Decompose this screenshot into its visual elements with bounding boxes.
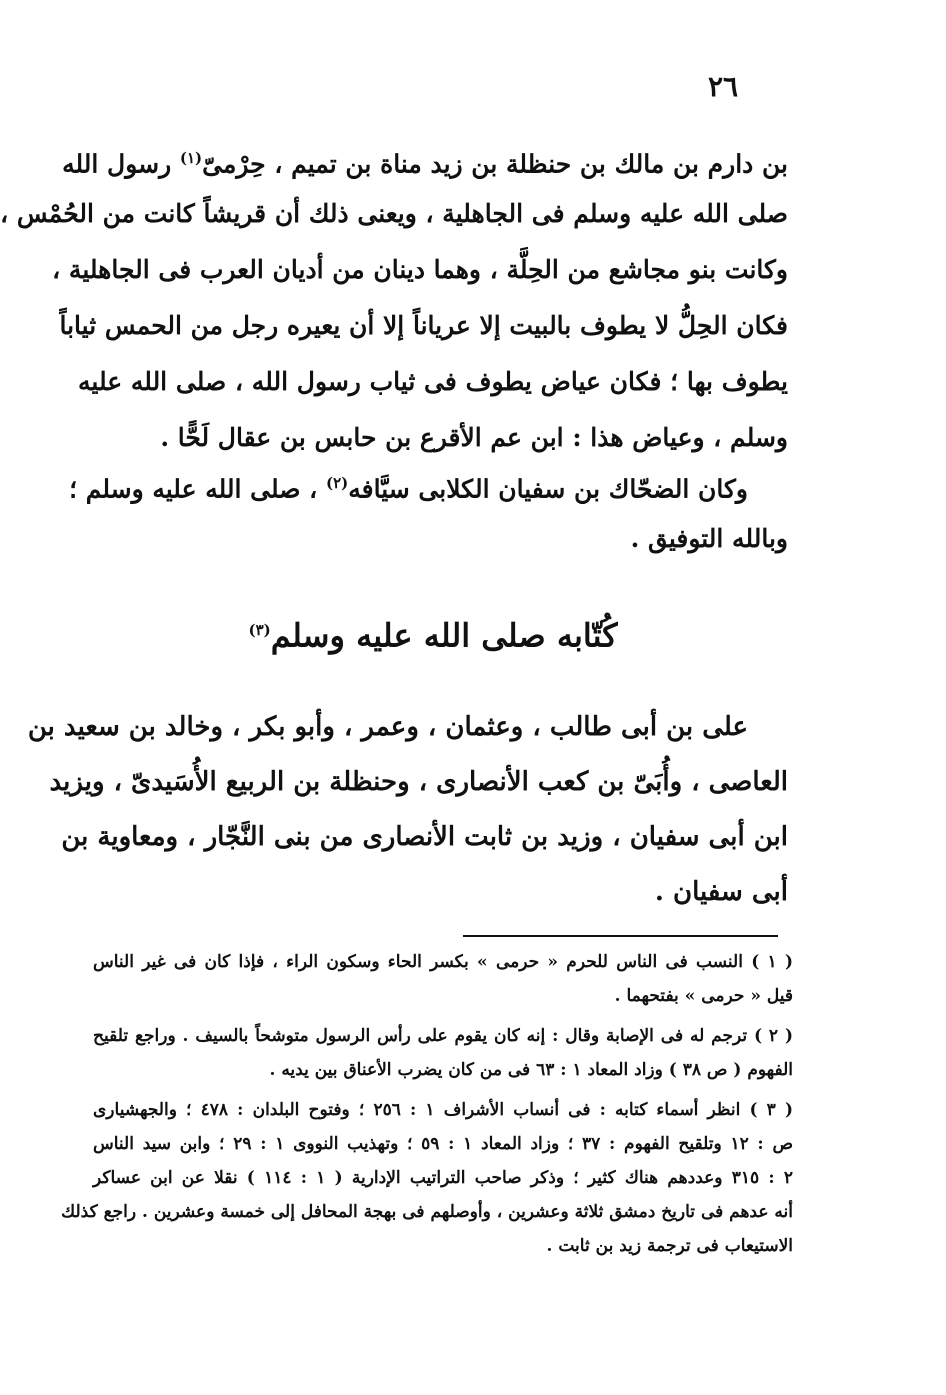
line-text: وكان الضحّاك بن سفيان الكلابى سيَّافه [348,474,748,504]
paragraph-scribes [27,700,788,920]
footnote-ref-1: (١) [179,149,203,167]
footnote-3 [61,1093,793,1263]
footnote-line: قيل « حرمى » بفتحهما . [614,986,793,1006]
line-text-tail: ، صلى الله عليه وسلم ؛ [69,474,318,504]
section-heading [78,600,788,666]
line-text-tail: رسول الله [62,149,172,179]
paragraph-line: وسلم ، وعياض هذا : ابن عم الأقرع بن حابس بن عقال لَحًّا . [160,423,788,452]
paragraph-line [62,130,788,186]
paragraph-continuation [0,130,788,466]
paragraph-line [69,455,788,511]
footnotes [61,945,794,1269]
paragraph-line: العاصى ، وأُبَىّ بن كعب الأنصارى ، وحنظلة بن الربيع الأُسَيدىّ ، ويزيد [49,767,788,797]
footnote-line: ( ١ ) النسب فى الناس للحرم « حرمى » بكسر الحاء وسكون الراء ، فإذا كان فى غير الناس [93,952,794,972]
footnote-line: ( ٢ ) ترجم له فى الإصابة وقال : إنه كان يقوم على رأس الرسول متوشحاً بالسيف . وراجع تلقيح [93,1026,793,1046]
footnote-line: ٢ : ٣١٥ وعددهم هناك كثير ؛ وذكر صاحب التراتيب الإدارية ( ١ : ١١٤ ) نقلا عن ابن عساكر [93,1168,793,1188]
footnote-line: ص : ١٢ وتلقيح الفهوم : ٣٧ ؛ وزاد المعاد ١ : ٥٩ ؛ وتهذيب النووى ١ : ٢٩ ؛ وابن سيد الناس [93,1134,793,1154]
page-number: ٢٦ [708,70,739,103]
footnote-ref-2: (٢) [325,474,349,492]
paragraph-line: أبى سفيان . [654,877,788,907]
footnote-1 [93,945,793,1013]
footnote-line: الفهوم ( ص ٣٨ ) وزاد المعاد ١ : ٦٣ فى من كان يضرب الأعناق بين يديه . [269,1060,793,1080]
paragraph-line: على بن أبى طالب ، وعثمان ، وعمر ، وأبو بكر ، وخالد بن سعيد بن [27,712,748,742]
paragraph-line: صلى الله عليه وسلم فى الجاهلية ، ويعنى ذلك أن قريشاً كانت من الحُمْس ، [0,199,788,228]
footnote-ref-3: (٣) [248,621,271,639]
footnote-line: ( ٣ ) انظر أسماء كتابه : فى أنساب الأشراف ١ : ٢٥٦ ؛ وفتوح البلدان : ٤٧٨ ؛ والجهشيارى [93,1100,793,1120]
paragraph-line: فكان الحِلُّ لا يطوف بالبيت إلا عرياناً إلا أن يعيره رجل من الحمس ثياباً [59,311,788,340]
paragraph-line: وبالله التوفيق . [630,524,788,553]
footnote-line: أنه عدهم فى تاريخ دمشق ثلاثة وعشرين ، وأوصلهم فى بهجة المحافل إلى خمسة وعشرين . راجع كذلك [61,1202,793,1222]
paragraph-line: وكانت بنو مجاشع من الحِلَّة ، وهما دينان من أديان العرب فى الجاهلية ، [52,255,788,284]
footnote-divider [463,935,778,937]
line-text: بن دارم بن مالك بن حنظلة بن زيد مناة بن تميم ، حِرْمىّ [202,149,788,179]
footnote-2 [93,1019,793,1087]
paragraph-dahhak [69,455,788,567]
footnote-line: الاستيعاب فى ترجمة زيد بن ثابت . [546,1236,793,1256]
paragraph-line: ابن أبى سفيان ، وزيد بن ثابت الأنصارى من بنى النَّجّار ، ومعاوية بن [61,822,788,852]
section-heading-text: كُتّابه صلى الله عليه وسلم [270,616,618,655]
paragraph-line: يطوف بها ؛ فكان عياض يطوف فى ثياب رسول الله ، صلى الله عليه [78,367,788,396]
